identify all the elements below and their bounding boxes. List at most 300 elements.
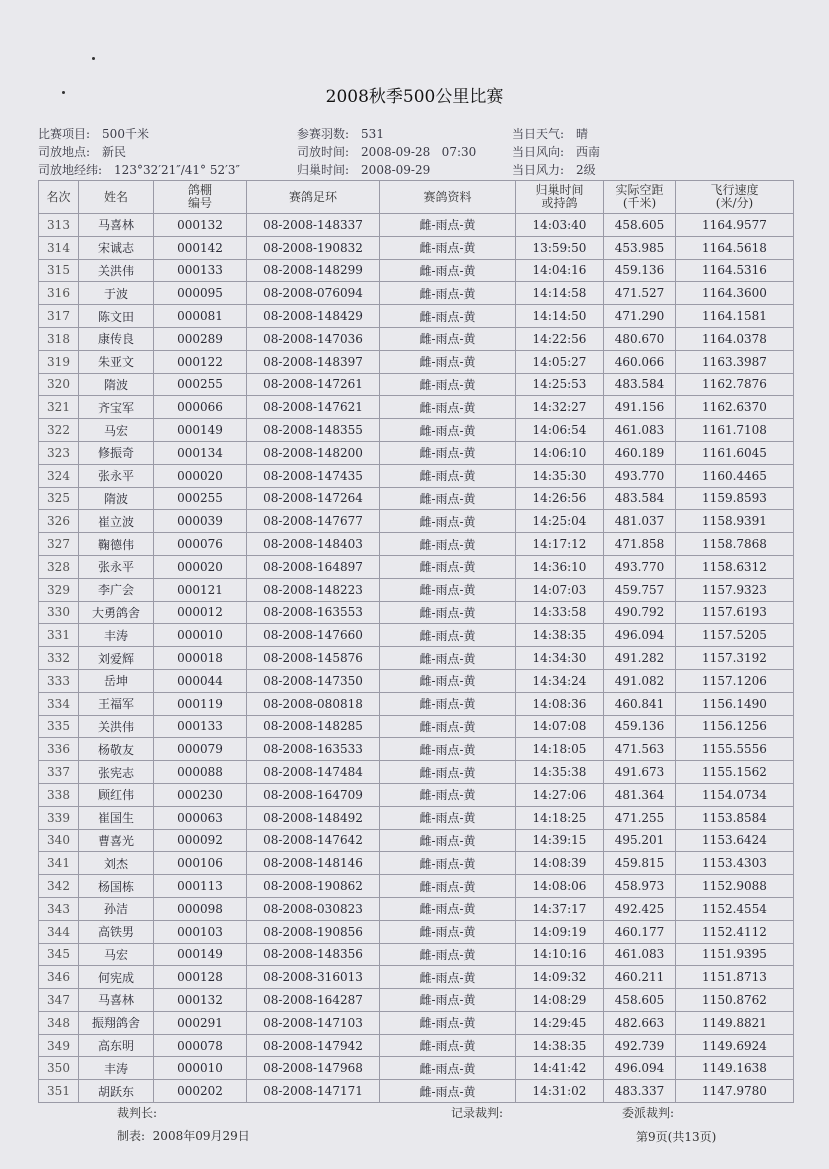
cell-bird-info: 雌-雨点-黄	[380, 692, 516, 715]
cell-name: 崔立波	[79, 510, 154, 533]
cell-arrival-time: 14:35:38	[516, 761, 604, 784]
cell-rank: 329	[39, 578, 79, 601]
cell-rank: 322	[39, 419, 79, 442]
cell-loft-number: 000255	[154, 487, 247, 510]
cell-arrival-time: 14:17:12	[516, 533, 604, 556]
cell-bird-info: 雌-雨点-黄	[380, 487, 516, 510]
table-row	[39, 966, 794, 989]
cell-bird-info: 雌-雨点-黄	[380, 236, 516, 259]
cell-arrival-time: 14:09:32	[516, 966, 604, 989]
cell-arrival-time: 14:34:30	[516, 647, 604, 670]
table-row	[39, 510, 794, 533]
cell-loft-number: 000133	[154, 259, 247, 282]
cell-speed: 1157.9323	[676, 578, 794, 601]
cell-ring-number: 08-2008-190856	[247, 920, 380, 943]
table-header-row	[39, 181, 794, 214]
cell-name: 鞠德伟	[79, 533, 154, 556]
cell-distance: 471.255	[604, 806, 676, 829]
header-arrival-time: 归巢时间 或持鸽	[516, 181, 604, 214]
table-row	[39, 829, 794, 852]
cell-arrival-time: 14:06:54	[516, 419, 604, 442]
table-row	[39, 214, 794, 237]
cell-rank: 318	[39, 327, 79, 350]
cell-speed: 1157.3192	[676, 647, 794, 670]
cell-bird-info: 雌-雨点-黄	[380, 555, 516, 578]
cell-speed: 1149.6924	[676, 1034, 794, 1057]
cell-ring-number: 08-2008-147621	[247, 396, 380, 419]
cell-loft-number: 000149	[154, 943, 247, 966]
event-value: 500千米	[102, 127, 149, 141]
cell-bird-info: 雌-雨点-黄	[380, 829, 516, 852]
cell-ring-number: 08-2008-148397	[247, 350, 380, 373]
wind-dir-value: 西南	[576, 145, 601, 159]
cell-speed: 1156.1490	[676, 692, 794, 715]
cell-rank: 328	[39, 555, 79, 578]
cell-distance: 491.673	[604, 761, 676, 784]
cell-distance: 481.037	[604, 510, 676, 533]
cell-distance: 461.083	[604, 943, 676, 966]
cell-speed: 1152.4554	[676, 897, 794, 920]
cell-rank: 341	[39, 852, 79, 875]
cell-loft-number: 000012	[154, 601, 247, 624]
cell-bird-info: 雌-雨点-黄	[380, 510, 516, 533]
cell-bird-info: 雌-雨点-黄	[380, 419, 516, 442]
cell-speed: 1159.8593	[676, 487, 794, 510]
cell-ring-number: 08-2008-030823	[247, 897, 380, 920]
cell-rank: 342	[39, 875, 79, 898]
results-table	[38, 180, 794, 1103]
table-row	[39, 624, 794, 647]
weather-label: 当日天气:	[512, 127, 565, 141]
cell-name: 关洪伟	[79, 715, 154, 738]
cell-arrival-time: 14:06:10	[516, 441, 604, 464]
cell-speed: 1149.1638	[676, 1057, 794, 1080]
cell-speed: 1152.4112	[676, 920, 794, 943]
cell-name: 高东明	[79, 1034, 154, 1057]
wind-force-label: 当日风力:	[512, 163, 565, 177]
cell-speed: 1157.6193	[676, 601, 794, 624]
table-row	[39, 533, 794, 556]
cell-bird-info: 雌-雨点-黄	[380, 806, 516, 829]
cell-speed: 1152.9088	[676, 875, 794, 898]
table-row	[39, 989, 794, 1012]
cell-name: 马喜林	[79, 214, 154, 237]
table-row	[39, 419, 794, 442]
cell-distance: 461.083	[604, 419, 676, 442]
cell-arrival-time: 14:31:02	[516, 1080, 604, 1103]
cell-arrival-time: 14:08:36	[516, 692, 604, 715]
cell-bird-info: 雌-雨点-黄	[380, 441, 516, 464]
cell-rank: 340	[39, 829, 79, 852]
cell-bird-info: 雌-雨点-黄	[380, 396, 516, 419]
cell-name: 李广会	[79, 578, 154, 601]
cell-speed: 1154.0734	[676, 783, 794, 806]
cell-distance: 483.584	[604, 373, 676, 396]
cell-speed: 1164.0378	[676, 327, 794, 350]
cell-bird-info: 雌-雨点-黄	[380, 761, 516, 784]
cell-distance: 496.094	[604, 624, 676, 647]
cell-arrival-time: 14:27:06	[516, 783, 604, 806]
cell-distance: 460.177	[604, 920, 676, 943]
cell-rank: 346	[39, 966, 79, 989]
cell-arrival-time: 14:39:15	[516, 829, 604, 852]
cell-bird-info: 雌-雨点-黄	[380, 1080, 516, 1103]
cell-loft-number: 000098	[154, 897, 247, 920]
header-distance: 实际空距 (千米)	[604, 181, 676, 214]
cell-rank: 345	[39, 943, 79, 966]
cell-distance: 483.337	[604, 1080, 676, 1103]
cell-loft-number: 000128	[154, 966, 247, 989]
cell-ring-number: 08-2008-147171	[247, 1080, 380, 1103]
cell-ring-number: 08-2008-190832	[247, 236, 380, 259]
cell-loft-number: 000121	[154, 578, 247, 601]
page-number: 第9页(共13页)	[636, 1130, 717, 1144]
cell-ring-number: 08-2008-148146	[247, 852, 380, 875]
cell-name: 刘杰	[79, 852, 154, 875]
cell-ring-number: 08-2008-148492	[247, 806, 380, 829]
cell-loft-number: 000039	[154, 510, 247, 533]
cell-bird-info: 雌-雨点-黄	[380, 669, 516, 692]
cell-name: 王福军	[79, 692, 154, 715]
cell-speed: 1158.9391	[676, 510, 794, 533]
cell-speed: 1164.9577	[676, 214, 794, 237]
coords-label: 司放地经纬:	[38, 163, 103, 177]
cell-arrival-time: 14:41:42	[516, 1057, 604, 1080]
cell-loft-number: 000122	[154, 350, 247, 373]
cell-distance: 460.841	[604, 692, 676, 715]
cell-bird-info: 雌-雨点-黄	[380, 943, 516, 966]
cell-distance: 459.815	[604, 852, 676, 875]
cell-arrival-time: 14:22:56	[516, 327, 604, 350]
cell-ring-number: 08-2008-148200	[247, 441, 380, 464]
cell-rank: 332	[39, 647, 79, 670]
cell-bird-info: 雌-雨点-黄	[380, 897, 516, 920]
wind-dir-label: 当日风向:	[512, 145, 565, 159]
cell-rank: 319	[39, 350, 79, 373]
table-row	[39, 806, 794, 829]
table-row	[39, 738, 794, 761]
cell-speed: 1164.5316	[676, 259, 794, 282]
cell-arrival-time: 14:37:17	[516, 897, 604, 920]
cell-ring-number: 08-2008-148223	[247, 578, 380, 601]
cell-ring-number: 08-2008-147660	[247, 624, 380, 647]
cell-ring-number: 08-2008-148356	[247, 943, 380, 966]
cell-name: 隋波	[79, 373, 154, 396]
cell-rank: 330	[39, 601, 79, 624]
cell-name: 马喜林	[79, 989, 154, 1012]
cell-name: 丰涛	[79, 624, 154, 647]
cell-rank: 350	[39, 1057, 79, 1080]
cell-ring-number: 08-2008-148337	[247, 214, 380, 237]
cell-loft-number: 000132	[154, 989, 247, 1012]
cell-arrival-time: 14:14:58	[516, 282, 604, 305]
cell-distance: 460.066	[604, 350, 676, 373]
cell-bird-info: 雌-雨点-黄	[380, 920, 516, 943]
cell-ring-number: 08-2008-147103	[247, 1011, 380, 1034]
cell-ring-number: 08-2008-148299	[247, 259, 380, 282]
cell-arrival-time: 14:32:27	[516, 396, 604, 419]
meta-weather	[512, 125, 588, 142]
cell-loft-number: 000081	[154, 305, 247, 328]
cell-name: 康传良	[79, 327, 154, 350]
cell-loft-number: 000095	[154, 282, 247, 305]
meta-wind-direction	[512, 143, 600, 160]
cell-ring-number: 08-2008-148285	[247, 715, 380, 738]
cell-rank: 327	[39, 533, 79, 556]
cell-name: 何宪成	[79, 966, 154, 989]
cell-name: 马宏	[79, 943, 154, 966]
made-by-date: 制表: 2008年09月29日	[117, 1129, 250, 1143]
cell-name: 杨国栋	[79, 875, 154, 898]
cell-rank: 320	[39, 373, 79, 396]
table-row	[39, 1034, 794, 1057]
table-row	[39, 305, 794, 328]
cell-arrival-time: 14:08:39	[516, 852, 604, 875]
delegate-referee-label: 委派裁判:	[622, 1106, 675, 1120]
cell-arrival-time: 14:14:50	[516, 305, 604, 328]
cell-bird-info: 雌-雨点-黄	[380, 1034, 516, 1057]
cell-bird-info: 雌-雨点-黄	[380, 601, 516, 624]
cell-distance: 458.605	[604, 989, 676, 1012]
cell-rank: 333	[39, 669, 79, 692]
header-ring-number: 赛鸽足环	[247, 181, 380, 214]
cell-distance: 460.211	[604, 966, 676, 989]
cell-speed: 1161.7108	[676, 419, 794, 442]
cell-ring-number: 08-2008-163533	[247, 738, 380, 761]
cell-distance: 482.663	[604, 1011, 676, 1034]
count-label: 参赛羽数:	[297, 127, 350, 141]
cell-ring-number: 08-2008-316013	[247, 966, 380, 989]
cell-name: 振翔鸽舍	[79, 1011, 154, 1034]
cell-ring-number: 08-2008-164897	[247, 555, 380, 578]
cell-name: 杨敬友	[79, 738, 154, 761]
cell-distance: 480.670	[604, 327, 676, 350]
cell-distance: 491.156	[604, 396, 676, 419]
weather-value: 晴	[576, 127, 589, 141]
release-time-value: 2008-09-28 07:30	[361, 145, 477, 159]
cell-loft-number: 000230	[154, 783, 247, 806]
cell-name: 高铁男	[79, 920, 154, 943]
cell-speed: 1162.7876	[676, 373, 794, 396]
cell-rank: 325	[39, 487, 79, 510]
table-row	[39, 897, 794, 920]
cell-arrival-time: 14:08:06	[516, 875, 604, 898]
return-time-label: 归巢时间:	[297, 163, 350, 177]
table-row	[39, 761, 794, 784]
scan-speck	[92, 57, 95, 60]
cell-arrival-time: 14:10:16	[516, 943, 604, 966]
table-row	[39, 555, 794, 578]
cell-ring-number: 08-2008-080818	[247, 692, 380, 715]
header-bird-info: 赛鸽资料	[380, 181, 516, 214]
cell-rank: 334	[39, 692, 79, 715]
cell-ring-number: 08-2008-147435	[247, 464, 380, 487]
cell-arrival-time: 14:38:35	[516, 1034, 604, 1057]
cell-distance: 453.985	[604, 236, 676, 259]
table-row	[39, 920, 794, 943]
cell-speed: 1150.8762	[676, 989, 794, 1012]
cell-loft-number: 000113	[154, 875, 247, 898]
cell-rank: 324	[39, 464, 79, 487]
table-row	[39, 464, 794, 487]
cell-rank: 349	[39, 1034, 79, 1057]
cell-ring-number: 08-2008-147350	[247, 669, 380, 692]
table-row	[39, 236, 794, 259]
table-row	[39, 601, 794, 624]
page-title: 2008秋季500公里比赛	[325, 87, 504, 107]
cell-loft-number: 000078	[154, 1034, 247, 1057]
cell-bird-info: 雌-雨点-黄	[380, 214, 516, 237]
cell-rank: 339	[39, 806, 79, 829]
cell-name: 修振奇	[79, 441, 154, 464]
cell-loft-number: 000063	[154, 806, 247, 829]
table-row	[39, 647, 794, 670]
cell-bird-info: 雌-雨点-黄	[380, 966, 516, 989]
cell-rank: 337	[39, 761, 79, 784]
cell-loft-number: 000289	[154, 327, 247, 350]
cell-ring-number: 08-2008-147642	[247, 829, 380, 852]
return-time-value: 2008-09-29	[361, 163, 431, 177]
cell-arrival-time: 14:05:27	[516, 350, 604, 373]
table-row	[39, 943, 794, 966]
cell-ring-number: 08-2008-145876	[247, 647, 380, 670]
cell-distance: 459.136	[604, 259, 676, 282]
cell-bird-info: 雌-雨点-黄	[380, 624, 516, 647]
cell-distance: 471.527	[604, 282, 676, 305]
cell-loft-number: 000020	[154, 464, 247, 487]
cell-arrival-time: 14:07:08	[516, 715, 604, 738]
cell-speed: 1160.4465	[676, 464, 794, 487]
table-row	[39, 282, 794, 305]
table-row	[39, 1011, 794, 1034]
meta-count	[297, 125, 384, 142]
cell-bird-info: 雌-雨点-黄	[380, 327, 516, 350]
cell-ring-number: 08-2008-076094	[247, 282, 380, 305]
cell-name: 张永平	[79, 464, 154, 487]
table-row	[39, 669, 794, 692]
cell-distance: 458.605	[604, 214, 676, 237]
cell-loft-number: 000103	[154, 920, 247, 943]
cell-bird-info: 雌-雨点-黄	[380, 533, 516, 556]
cell-distance: 459.757	[604, 578, 676, 601]
cell-ring-number: 08-2008-147261	[247, 373, 380, 396]
cell-ring-number: 08-2008-190862	[247, 875, 380, 898]
cell-ring-number: 08-2008-147036	[247, 327, 380, 350]
cell-loft-number: 000291	[154, 1011, 247, 1034]
cell-speed: 1164.5618	[676, 236, 794, 259]
header-name: 姓名	[79, 181, 154, 214]
cell-name: 朱亚文	[79, 350, 154, 373]
cell-arrival-time: 14:26:56	[516, 487, 604, 510]
meta-release-time	[297, 143, 476, 160]
table-row	[39, 783, 794, 806]
cell-name: 马宏	[79, 419, 154, 442]
cell-loft-number: 000044	[154, 669, 247, 692]
cell-speed: 1155.5556	[676, 738, 794, 761]
cell-arrival-time: 14:33:58	[516, 601, 604, 624]
place-label: 司放地点:	[38, 145, 91, 159]
cell-bird-info: 雌-雨点-黄	[380, 305, 516, 328]
cell-distance: 459.136	[604, 715, 676, 738]
cell-speed: 1153.8584	[676, 806, 794, 829]
cell-loft-number: 000255	[154, 373, 247, 396]
table-row	[39, 875, 794, 898]
table-row	[39, 1080, 794, 1103]
cell-bird-info: 雌-雨点-黄	[380, 464, 516, 487]
cell-loft-number: 000066	[154, 396, 247, 419]
cell-name: 丰涛	[79, 1057, 154, 1080]
wind-force-value: 2级	[576, 163, 596, 177]
cell-name: 岳坤	[79, 669, 154, 692]
cell-bird-info: 雌-雨点-黄	[380, 875, 516, 898]
cell-loft-number: 000134	[154, 441, 247, 464]
cell-loft-number: 000018	[154, 647, 247, 670]
cell-distance: 471.290	[604, 305, 676, 328]
cell-ring-number: 08-2008-164287	[247, 989, 380, 1012]
cell-name: 隋波	[79, 487, 154, 510]
cell-speed: 1158.7868	[676, 533, 794, 556]
cell-rank: 336	[39, 738, 79, 761]
cell-speed: 1164.1581	[676, 305, 794, 328]
cell-loft-number: 000092	[154, 829, 247, 852]
place-value: 新民	[102, 145, 127, 159]
cell-bird-info: 雌-雨点-黄	[380, 578, 516, 601]
cell-distance: 471.858	[604, 533, 676, 556]
cell-arrival-time: 14:29:45	[516, 1011, 604, 1034]
cell-distance: 491.082	[604, 669, 676, 692]
cell-ring-number: 08-2008-148429	[247, 305, 380, 328]
cell-name: 张永平	[79, 555, 154, 578]
table-row	[39, 487, 794, 510]
table-row	[39, 715, 794, 738]
cell-rank: 315	[39, 259, 79, 282]
cell-distance: 471.563	[604, 738, 676, 761]
cell-name: 顾红伟	[79, 783, 154, 806]
cell-name: 齐宝军	[79, 396, 154, 419]
cell-rank: 316	[39, 282, 79, 305]
cell-loft-number: 000088	[154, 761, 247, 784]
cell-name: 于波	[79, 282, 154, 305]
cell-arrival-time: 14:18:05	[516, 738, 604, 761]
table-row	[39, 327, 794, 350]
cell-rank: 348	[39, 1011, 79, 1034]
cell-arrival-time: 14:04:16	[516, 259, 604, 282]
cell-name: 胡跃东	[79, 1080, 154, 1103]
cell-bird-info: 雌-雨点-黄	[380, 715, 516, 738]
cell-arrival-time: 14:03:40	[516, 214, 604, 237]
cell-ring-number: 08-2008-147484	[247, 761, 380, 784]
cell-bird-info: 雌-雨点-黄	[380, 989, 516, 1012]
cell-distance: 491.282	[604, 647, 676, 670]
cell-name: 孙洁	[79, 897, 154, 920]
cell-loft-number: 000076	[154, 533, 247, 556]
cell-rank: 314	[39, 236, 79, 259]
cell-speed: 1161.6045	[676, 441, 794, 464]
cell-speed: 1147.9780	[676, 1080, 794, 1103]
cell-distance: 481.364	[604, 783, 676, 806]
cell-bird-info: 雌-雨点-黄	[380, 350, 516, 373]
cell-loft-number: 000133	[154, 715, 247, 738]
cell-ring-number: 08-2008-148403	[247, 533, 380, 556]
cell-name: 刘爱辉	[79, 647, 154, 670]
table-body	[39, 214, 794, 1103]
table-row	[39, 692, 794, 715]
cell-distance: 493.770	[604, 464, 676, 487]
cell-distance: 492.425	[604, 897, 676, 920]
cell-rank: 317	[39, 305, 79, 328]
meta-place	[38, 143, 126, 160]
cell-loft-number: 000142	[154, 236, 247, 259]
